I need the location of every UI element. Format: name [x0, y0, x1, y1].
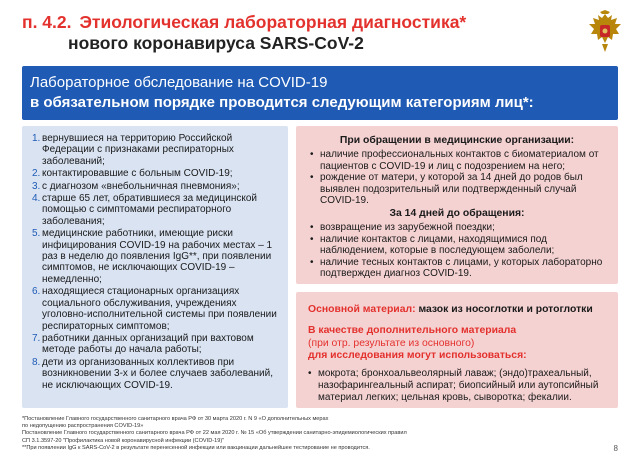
list-item: • наличие контактов с лицами, находящимися под наблюдением, которые в последующем заболели; — [310, 234, 612, 257]
item-text: медицинские работники, имеющие риски инфицирования COVID-19 на рабочих местах – 1 раз в неделю до появления IgG**, при появлении симптомов, не исключающих COVID-19 – немедленно; — [42, 228, 273, 285]
item-number: 3. — [32, 180, 41, 192]
item-text: наличие контактов с лицами, находящимися под наблюдением, которые в последующем заболели; — [320, 233, 555, 257]
list-item — [32, 133, 282, 167]
item-number: 1. — [32, 133, 41, 144]
medical-heading: При обращении в медицинские организации: — [339, 135, 575, 146]
item-text: контактировавшие с больным COVID-19; — [42, 168, 233, 180]
footnotes — [22, 416, 522, 452]
additional-material — [308, 325, 527, 363]
banner-line-2: в обязательном порядке проводится следующим категориям лиц*: — [30, 94, 534, 111]
russian-coat-of-arms-icon — [586, 10, 624, 54]
fourteen-days-heading: За 14 дней до обращения: — [389, 207, 525, 219]
item-text: рождение от матери, у которой за 14 дней до родов был выявлен подозрительный или подтвержденный случай COVID-19. — [320, 172, 583, 207]
banner-line-1: Лабораторное обследование на COVID-19 — [30, 74, 328, 91]
medical-list — [296, 149, 618, 207]
additional-material-list: • мокрота; бронхоальвеолярный лаваж; (эндо)трахеальный, назофарингеальный аспират; биопсийный или аутопсийный материал легких; цельная кровь, сыворотка; фекалии. — [308, 368, 612, 404]
additional-line-2: (при отр. результате из основного) — [308, 337, 475, 349]
item-text: с диагнозом «внебольничная пневмония»; — [42, 180, 240, 192]
main-material — [308, 304, 593, 315]
footnote-line: Постановление Главного государственного санитарного врача РФ от 22 мая 2020 г. № 15 «Об утверждении санитарно-эпидемиологических правил — [22, 430, 407, 437]
categories-list — [22, 126, 288, 391]
list-item: • возвращение из зарубежной поездки; — [310, 221, 495, 233]
item-text: мокрота; бронхоальвеолярный лаваж; (эндо)трахеальный, назофарингеальный аспират; биопсийный или аутопсийный материал легких; цельная кровь, сыворотка; фекалии. — [318, 368, 599, 403]
list-item — [32, 286, 282, 332]
title-text-1: Этиологическая лабораторная диагностика* — [79, 12, 467, 32]
item-number: 8. — [32, 356, 41, 368]
material-panel — [296, 292, 618, 408]
additional-line-1: В качестве дополнительного материала — [308, 325, 517, 336]
list-item: • наличие тесных контактов с лицами, у которых лабораторно подтвержден диагноз COVID-19. — [310, 257, 612, 280]
categories-banner — [22, 66, 618, 120]
main-material-text: мазок из носоглотки и ротоглотки — [418, 304, 593, 315]
page-number: 8 — [613, 444, 618, 453]
item-text: вернувшиеся на территорию Российской Федерации с признаками респираторных заболеваний; — [42, 133, 234, 167]
item-text: наличие тесных контактов с лицами, у которых лабораторно подтвержден диагноз COVID-19. — [320, 256, 603, 280]
main-material-label: Основной материал: — [308, 304, 416, 315]
fourteen-days-list — [296, 222, 618, 280]
item-number: 6. — [32, 286, 41, 298]
list-item — [32, 228, 282, 285]
medical-contacts-panel — [296, 126, 618, 284]
additional-line-3: для исследования могут использоваться: — [308, 350, 527, 362]
item-number: 2. — [32, 168, 41, 180]
list-item: • рождение от матери, у которой за 14 дней до родов был выявлен подозрительный или подтвержденный случай COVID-19. — [310, 172, 612, 207]
categories-panel — [22, 126, 288, 408]
slide-title — [22, 12, 542, 54]
item-number: 4. — [32, 193, 41, 205]
list-item — [32, 333, 282, 356]
footnote-line: *Постановление Главного государственного санитарного врача РФ от 30 марта 2020 г. N 9 «О дополнительных мерах — [22, 416, 329, 422]
list-item — [32, 357, 282, 391]
item-text: дети из организованных коллективов при возникновении 3-х и более случаев заболеваний, не исключающих COVID-19. — [42, 356, 273, 391]
item-text: работники данных организаций при вахтовом методе работы до начала работы; — [42, 332, 254, 356]
title-line-1 — [22, 12, 542, 33]
title-line-2: нового коронавируса SARS-CoV-2 — [68, 33, 364, 53]
list-item — [32, 193, 282, 227]
section-number: п. 4.2. — [22, 12, 72, 32]
list-item: • наличие профессиональных контактов с биоматериалом от пациентов с COVID-19 и лиц с подозрением на него; — [310, 149, 612, 172]
item-text: возвращение из зарубежной поездки; — [320, 221, 495, 233]
item-number: 5. — [32, 228, 41, 240]
item-text: старше 65 лет, обратившиеся за медицинской помощью с симптомами респираторного заболевания; — [42, 193, 258, 227]
item-number: 7. — [32, 332, 41, 344]
list-item — [32, 168, 282, 179]
item-text: находящиеся стационарных организациях социального обслуживания, учреждениях уголовно-исполнительной системы при появлении респираторных симптомов; — [42, 286, 277, 332]
item-text: наличие профессиональных контактов с биоматериалом от пациентов с COVID-19 и лиц с подозрением на него; — [320, 149, 599, 172]
footnote-line: по недопущению распространения COVID-19» — [22, 423, 144, 430]
footnote-line: СП 3.1.3597-20 "Профилактика новой коронавирусной инфекции (COVID-19)" — [22, 437, 225, 444]
footnote-line: **При появлении IgG к SARS-CoV-2 в результате перенесенной инфекции или вакцинации дальнейшее тестирование не проводится. — [22, 444, 370, 451]
list-item — [32, 181, 282, 192]
